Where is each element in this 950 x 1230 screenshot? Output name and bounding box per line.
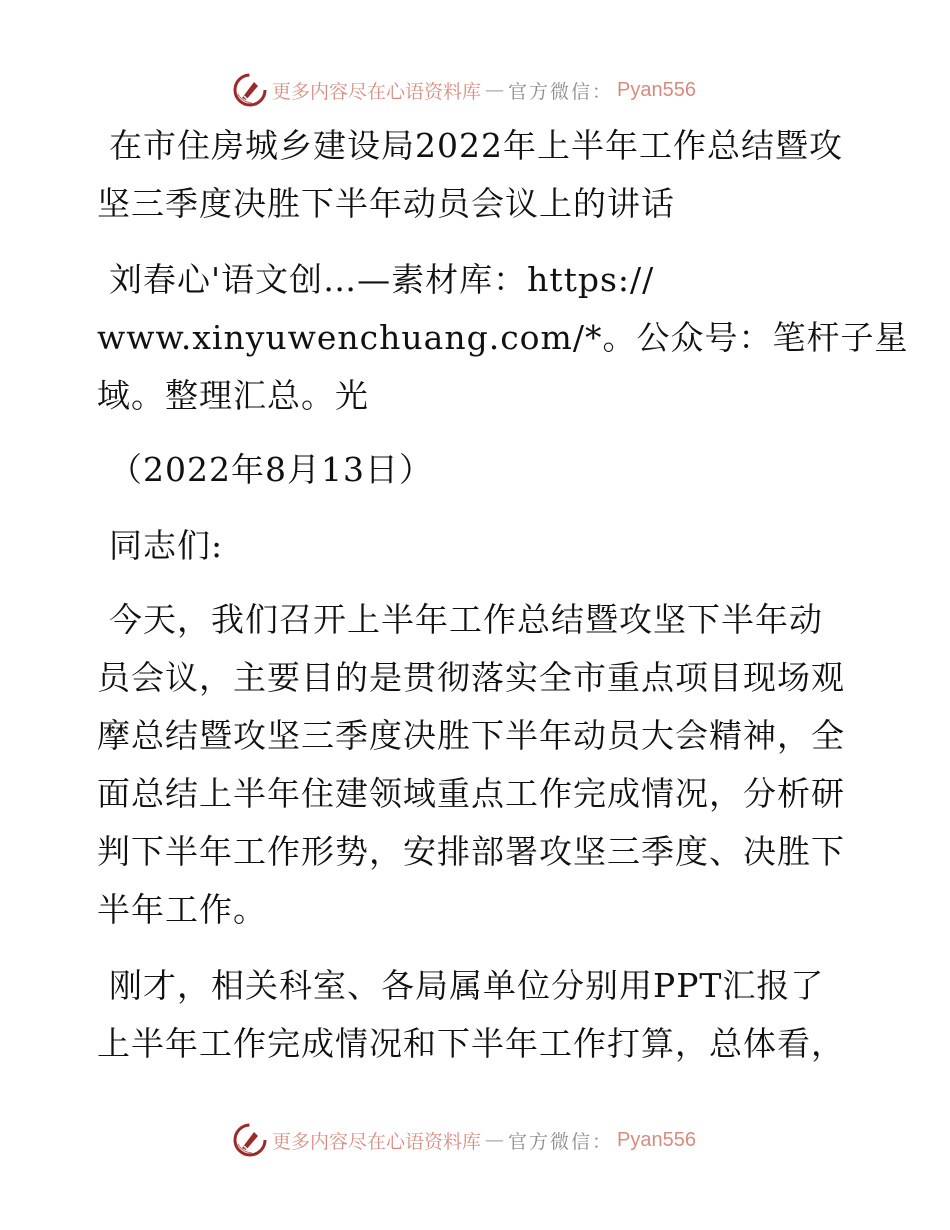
paragraph-1-line-4: 面总结上半年住建领域重点工作完成情况，分析研 [97,774,845,813]
watermark-dash: — [485,1129,505,1151]
paragraph-1-line-3: 摩总结暨攻坚三季度决胜下半年动员大会精神，全 [97,716,845,755]
source-line-2: www.xinyuwenchuang.com/*。公众号：笔杆子星 [97,318,909,357]
watermark-promo-text: 更多内容尽在心语资料库 [272,1130,482,1153]
watermark-wechat-id: Pyan556 [617,78,696,101]
header-watermark [232,70,712,110]
source-line-1: 刘春心'语文创…—素材库：https:// [109,260,655,299]
paragraph-2-line-1: 刚才，相关科室、各局属单位分别用PPT汇报了 [109,966,825,1005]
date-line: （2022年8月13日） [109,450,433,489]
paragraph-1-line-6: 半年工作。 [97,890,267,929]
footer-watermark [232,1120,712,1160]
title-line-1: 在市住房城乡建设局2022年上半年工作总结暨攻 [109,126,843,165]
watermark-dash: — [485,79,505,101]
paragraph-1-line-5: 判下半年工作形势，安排部署攻坚三季度、决胜下 [97,832,845,871]
watermark-official-label: 官方微信： [508,1130,614,1153]
source-line-3: 域。整理汇总。光 [97,376,369,415]
quill-pen-logo-icon [232,1122,268,1158]
watermark-wechat-id: Pyan556 [617,1128,696,1151]
paragraph-2-line-2: 上半年工作完成情况和下半年工作打算，总体看， [97,1024,845,1063]
quill-pen-logo-icon [232,72,268,108]
title-line-2: 坚三季度决胜下半年动员会议上的讲话 [97,184,675,223]
watermark-promo-text: 更多内容尽在心语资料库 [272,80,482,103]
paragraph-1-line-2: 员会议，主要目的是贯彻落实全市重点项目现场观 [97,658,845,697]
watermark-official-label: 官方微信： [508,80,614,103]
salutation: 同志们: [109,526,224,565]
paragraph-1-line-1: 今天，我们召开上半年工作总结暨攻坚下半年动 [109,600,823,639]
